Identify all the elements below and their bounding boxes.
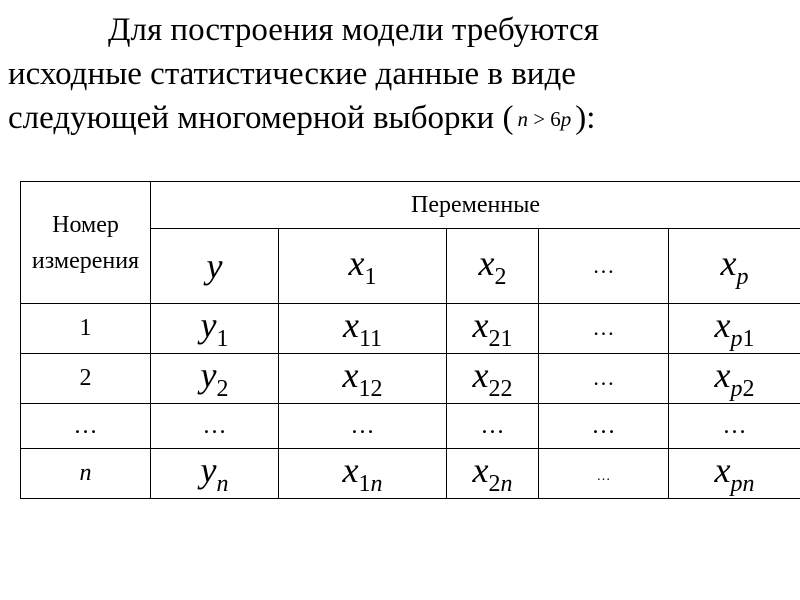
table-cell: x21 xyxy=(447,304,539,354)
table-cell: yn xyxy=(151,449,279,499)
table-cell: … xyxy=(279,404,447,449)
table-cell: xpn xyxy=(669,449,800,499)
row-number: 2 xyxy=(21,354,151,404)
intro-paragraph xyxy=(8,8,788,141)
table-cell: y2 xyxy=(151,354,279,404)
table-cell: … xyxy=(539,354,669,404)
var-col-x1: x1 xyxy=(279,229,447,304)
table-cell: x12 xyxy=(279,354,447,404)
table-cell: xp1 xyxy=(669,304,800,354)
table-cell: … xyxy=(539,404,669,449)
variables-header: Переменные xyxy=(151,182,800,229)
header-row xyxy=(21,182,800,229)
measurement-number-header: Номер измерения xyxy=(21,182,151,304)
table-cell: … xyxy=(539,304,669,354)
table-cell: y1 xyxy=(151,304,279,354)
var-col-y: y xyxy=(151,229,279,304)
table-cell: … xyxy=(447,404,539,449)
table-row xyxy=(21,404,800,449)
table-cell: … xyxy=(669,404,800,449)
table-cell: x22 xyxy=(447,354,539,404)
intro-line-3: следующей многомерной выборки ( xyxy=(8,100,514,136)
multivariate-sample-table xyxy=(20,181,800,499)
row-number: 1 xyxy=(21,304,151,354)
row-number: … xyxy=(21,404,151,449)
var-col-ellipsis: … xyxy=(539,229,669,304)
table-cell: … xyxy=(151,404,279,449)
table-cell: x2n xyxy=(447,449,539,499)
table-cell: x1n xyxy=(279,449,447,499)
intro-line-1: Для построения модели требуются xyxy=(108,12,599,48)
var-col-xp: xp xyxy=(669,229,800,304)
table-row xyxy=(21,449,800,499)
table-cell: x11 xyxy=(279,304,447,354)
table-row xyxy=(21,354,800,404)
table-cell: xp2 xyxy=(669,354,800,404)
table-row xyxy=(21,304,800,354)
row-number: n xyxy=(21,449,151,499)
intro-line-3-end: ): xyxy=(575,100,596,136)
sample-size-condition: n > 6p xyxy=(517,107,572,131)
table-cell: … xyxy=(539,449,669,499)
var-col-x2: x2 xyxy=(447,229,539,304)
intro-line-2: исходные статистические данные в виде xyxy=(8,56,576,92)
